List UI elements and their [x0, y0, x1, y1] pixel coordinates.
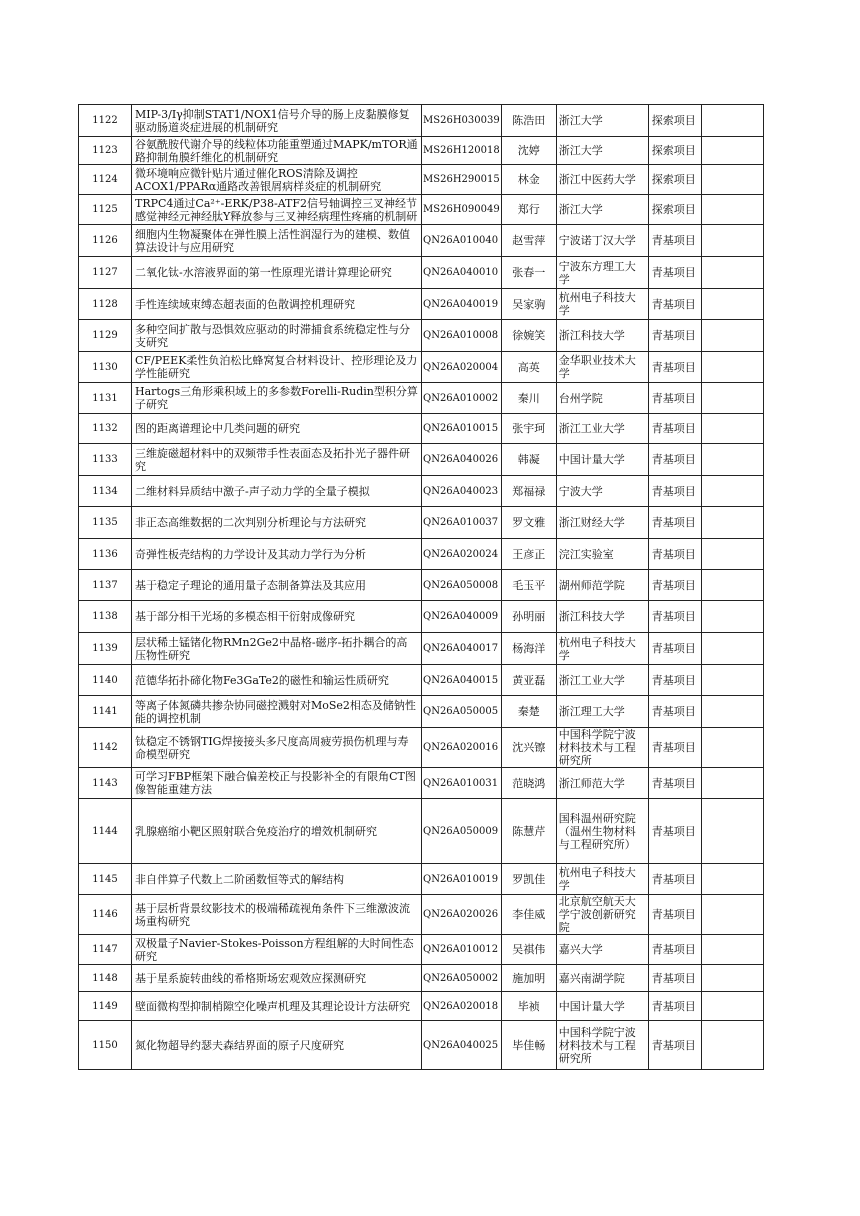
- table-row: [79, 965, 764, 992]
- institution-cell: 浙江科技大学: [556, 320, 648, 352]
- row-number-cell: 1143: [79, 768, 132, 799]
- project-code-cell: MS26H090049: [422, 195, 502, 225]
- project-type-cell: 青基项目: [648, 320, 701, 352]
- project-type-cell: 青基项目: [648, 601, 701, 633]
- institution-cell: 宁波东方理工大学: [556, 257, 648, 289]
- row-number-cell: 1147: [79, 935, 132, 965]
- project-type-cell: 青基项目: [648, 383, 701, 414]
- table-row: [79, 444, 764, 476]
- project-code-cell: QN26A050009: [422, 799, 502, 864]
- project-type-cell: 青基项目: [648, 665, 701, 696]
- applicant-name-cell: 吴祺伟: [501, 935, 556, 965]
- project-title-cell: 基于层析背景纹影技术的极端稀疏视角条件下三维激波流场重构研究: [132, 895, 422, 935]
- remark-cell: [701, 539, 763, 570]
- table-row: [79, 1021, 764, 1070]
- project-code-cell: QN26A020026: [422, 895, 502, 935]
- project-title-cell: 细胞内生物凝聚体在弹性膜上活性润湿行为的建模、数值算法设计与应用研究: [132, 225, 422, 257]
- institution-cell: 杭州电子科技大学: [556, 864, 648, 895]
- project-title-cell: 非正态高维数据的二次判别分析理论与方法研究: [132, 507, 422, 539]
- project-code-cell: QN26A010008: [422, 320, 502, 352]
- remark-cell: [701, 352, 763, 383]
- project-type-cell: 青基项目: [648, 352, 701, 383]
- remark-cell: [701, 665, 763, 696]
- applicant-name-cell: 王彦正: [501, 539, 556, 570]
- remark-cell: [701, 383, 763, 414]
- project-type-cell: 青基项目: [648, 257, 701, 289]
- table-row: [79, 539, 764, 570]
- remark-cell: [701, 289, 763, 320]
- applicant-name-cell: 高英: [501, 352, 556, 383]
- row-number-cell: 1138: [79, 601, 132, 633]
- institution-cell: 浙江财经大学: [556, 507, 648, 539]
- row-number-cell: 1150: [79, 1021, 132, 1070]
- table-row: [79, 799, 764, 864]
- applicant-name-cell: 李佳威: [501, 895, 556, 935]
- project-title-cell: 氮化物超导约瑟夫森结界面的原子尺度研究: [132, 1021, 422, 1070]
- institution-cell: 浙江大学: [556, 195, 648, 225]
- remark-cell: [701, 225, 763, 257]
- project-type-cell: 青基项目: [648, 570, 701, 601]
- project-code-cell: QN26A040026: [422, 444, 502, 476]
- row-number-cell: 1149: [79, 992, 132, 1021]
- project-code-cell: MS26H290015: [422, 165, 502, 195]
- table-row: [79, 137, 764, 165]
- project-type-cell: 青基项目: [648, 895, 701, 935]
- institution-cell: 浙江大学: [556, 137, 648, 165]
- project-type-cell: 探索项目: [648, 195, 701, 225]
- table-row: [79, 570, 764, 601]
- table-row: [79, 352, 764, 383]
- institution-cell: 嘉兴大学: [556, 935, 648, 965]
- remark-cell: [701, 105, 763, 137]
- row-number-cell: 1141: [79, 696, 132, 728]
- remark-cell: [701, 165, 763, 195]
- row-number-cell: 1122: [79, 105, 132, 137]
- remark-cell: [701, 507, 763, 539]
- project-title-cell: 图的距离谱理论中几类问题的研究: [132, 414, 422, 444]
- table-row: [79, 383, 764, 414]
- project-code-cell: MS26H120018: [422, 137, 502, 165]
- table-row: [79, 257, 764, 289]
- remark-cell: [701, 320, 763, 352]
- project-type-cell: 青基项目: [648, 768, 701, 799]
- institution-cell: 浙江工业大学: [556, 414, 648, 444]
- project-title-cell: 基于部分相干光场的多模态相干衍射成像研究: [132, 601, 422, 633]
- project-title-cell: 壁面微构型抑制梢隙空化噪声机理及其理论设计方法研究: [132, 992, 422, 1021]
- applicant-name-cell: 陈浩田: [501, 105, 556, 137]
- project-code-cell: QN26A010012: [422, 935, 502, 965]
- applicant-name-cell: 郑行: [501, 195, 556, 225]
- project-code-cell: QN26A040017: [422, 633, 502, 665]
- remark-cell: [701, 728, 763, 768]
- project-code-cell: QN26A050008: [422, 570, 502, 601]
- applicant-name-cell: 张宇珂: [501, 414, 556, 444]
- table-row: [79, 320, 764, 352]
- table-row: [79, 864, 764, 895]
- table-row: [79, 696, 764, 728]
- project-type-cell: 青基项目: [648, 444, 701, 476]
- applicant-name-cell: 毛玉平: [501, 570, 556, 601]
- project-title-cell: 可学习FBP框架下融合偏差校正与投影补全的有限角CT图像智能重建方法: [132, 768, 422, 799]
- remark-cell: [701, 633, 763, 665]
- project-type-cell: 青基项目: [648, 289, 701, 320]
- project-type-cell: 青基项目: [648, 728, 701, 768]
- remark-cell: [701, 137, 763, 165]
- remark-cell: [701, 864, 763, 895]
- project-type-cell: 青基项目: [648, 965, 701, 992]
- institution-cell: 中国计量大学: [556, 444, 648, 476]
- table-row: [79, 601, 764, 633]
- row-number-cell: 1137: [79, 570, 132, 601]
- remark-cell: [701, 414, 763, 444]
- table-row: [79, 768, 764, 799]
- remark-cell: [701, 257, 763, 289]
- project-title-cell: 基于稳定子理论的通用量子态制备算法及其应用: [132, 570, 422, 601]
- project-type-cell: 青基项目: [648, 1021, 701, 1070]
- applicant-name-cell: 陈慧芹: [501, 799, 556, 864]
- project-code-cell: QN26A020004: [422, 352, 502, 383]
- table-row: [79, 476, 764, 507]
- remark-cell: [701, 195, 763, 225]
- project-type-cell: 探索项目: [648, 137, 701, 165]
- project-code-cell: QN26A010019: [422, 864, 502, 895]
- applicant-name-cell: 黄亚磊: [501, 665, 556, 696]
- project-title-cell: 基于星系旋转曲线的希格斯场宏观效应探测研究: [132, 965, 422, 992]
- institution-cell: 杭州电子科技大学: [556, 633, 648, 665]
- institution-cell: 金华职业技术大学: [556, 352, 648, 383]
- table-row: [79, 665, 764, 696]
- project-title-cell: 谷氨酰胺代谢介导的线粒体功能重塑通过MAPK/mTOR通路抑制角膜纤维化的机制研究: [132, 137, 422, 165]
- applicant-name-cell: 沈婷: [501, 137, 556, 165]
- applicant-name-cell: 沈兴镲: [501, 728, 556, 768]
- project-code-cell: QN26A050005: [422, 696, 502, 728]
- applicant-name-cell: 赵雪萍: [501, 225, 556, 257]
- project-list-table: [78, 104, 764, 1070]
- project-type-cell: 青基项目: [648, 507, 701, 539]
- remark-cell: [701, 799, 763, 864]
- project-code-cell: MS26H030039: [422, 105, 502, 137]
- table-row: [79, 992, 764, 1021]
- institution-cell: 中国科学院宁波材料技术与工程研究所: [556, 728, 648, 768]
- row-number-cell: 1133: [79, 444, 132, 476]
- remark-cell: [701, 992, 763, 1021]
- table-row: [79, 195, 764, 225]
- applicant-name-cell: 张春一: [501, 257, 556, 289]
- project-type-cell: 青基项目: [648, 476, 701, 507]
- institution-cell: 宁波诺丁汉大学: [556, 225, 648, 257]
- project-title-cell: 二维材料异质结中激子-声子动力学的全量子模拟: [132, 476, 422, 507]
- project-title-cell: CF/PEEK柔性负泊松比蜂窝复合材料设计、控形理论及力学性能研究: [132, 352, 422, 383]
- applicant-name-cell: 郑福禄: [501, 476, 556, 507]
- remark-cell: [701, 895, 763, 935]
- project-title-cell: 手性连续域束缚态超表面的色散调控机理研究: [132, 289, 422, 320]
- institution-cell: 嘉兴南湖学院: [556, 965, 648, 992]
- institution-cell: 杭州电子科技大学: [556, 289, 648, 320]
- applicant-name-cell: 范晓鸿: [501, 768, 556, 799]
- table-row: [79, 633, 764, 665]
- project-type-cell: 青基项目: [648, 633, 701, 665]
- row-number-cell: 1135: [79, 507, 132, 539]
- project-code-cell: QN26A050002: [422, 965, 502, 992]
- project-code-cell: QN26A010015: [422, 414, 502, 444]
- row-number-cell: 1125: [79, 195, 132, 225]
- project-type-cell: 探索项目: [648, 105, 701, 137]
- project-title-cell: TRPC4通过Ca²⁺-ERK/P38-ATF2信号轴调控三叉神经节感觉神经元神经肽Y释放参与三叉神经病理性疼痛的机制研: [132, 195, 422, 225]
- project-type-cell: 青基项目: [648, 935, 701, 965]
- remark-cell: [701, 1021, 763, 1070]
- project-code-cell: QN26A040009: [422, 601, 502, 633]
- row-number-cell: 1148: [79, 965, 132, 992]
- project-code-cell: QN26A040015: [422, 665, 502, 696]
- institution-cell: 中国计量大学: [556, 992, 648, 1021]
- project-title-cell: 范德华拓扑碲化物Fe3GaTe2的磁性和输运性质研究: [132, 665, 422, 696]
- institution-cell: 浙江工业大学: [556, 665, 648, 696]
- project-title-cell: 乳腺癌缩小靶区照射联合免疫治疗的增效机制研究: [132, 799, 422, 864]
- remark-cell: [701, 935, 763, 965]
- project-title-cell: 等离子体氮磷共掺杂协同磁控溅射对MoSe2相态及储钠性能的调控机制: [132, 696, 422, 728]
- project-code-cell: QN26A010002: [422, 383, 502, 414]
- applicant-name-cell: 施加明: [501, 965, 556, 992]
- row-number-cell: 1140: [79, 665, 132, 696]
- row-number-cell: 1127: [79, 257, 132, 289]
- applicant-name-cell: 韩凝: [501, 444, 556, 476]
- remark-cell: [701, 601, 763, 633]
- project-title-cell: 二氧化钛-水溶液界面的第一性原理光谱计算理论研究: [132, 257, 422, 289]
- project-title-cell: 非自伴算子代数上二阶函数恒等式的解结构: [132, 864, 422, 895]
- project-code-cell: QN26A040019: [422, 289, 502, 320]
- applicant-name-cell: 毕佳畅: [501, 1021, 556, 1070]
- row-number-cell: 1146: [79, 895, 132, 935]
- project-type-cell: 青基项目: [648, 539, 701, 570]
- project-type-cell: 青基项目: [648, 414, 701, 444]
- project-code-cell: QN26A040010: [422, 257, 502, 289]
- row-number-cell: 1134: [79, 476, 132, 507]
- applicant-name-cell: 孙明丽: [501, 601, 556, 633]
- institution-cell: 浣江实验室: [556, 539, 648, 570]
- row-number-cell: 1144: [79, 799, 132, 864]
- row-number-cell: 1145: [79, 864, 132, 895]
- table-row: [79, 414, 764, 444]
- table-row: [79, 165, 764, 195]
- row-number-cell: 1131: [79, 383, 132, 414]
- applicant-name-cell: 徐婉笑: [501, 320, 556, 352]
- applicant-name-cell: 杨海洋: [501, 633, 556, 665]
- row-number-cell: 1129: [79, 320, 132, 352]
- row-number-cell: 1130: [79, 352, 132, 383]
- remark-cell: [701, 696, 763, 728]
- project-code-cell: QN26A040025: [422, 1021, 502, 1070]
- project-title-cell: 层状稀土锰锗化物RMn2Ge2中晶格-磁序-拓扑耦合的高压物性研究: [132, 633, 422, 665]
- project-code-cell: QN26A010040: [422, 225, 502, 257]
- row-number-cell: 1139: [79, 633, 132, 665]
- table-row: [79, 289, 764, 320]
- table-body: [79, 105, 764, 1070]
- table-row: [79, 225, 764, 257]
- table-row: [79, 507, 764, 539]
- row-number-cell: 1128: [79, 289, 132, 320]
- institution-cell: 浙江师范大学: [556, 768, 648, 799]
- applicant-name-cell: 吴家驹: [501, 289, 556, 320]
- row-number-cell: 1124: [79, 165, 132, 195]
- row-number-cell: 1136: [79, 539, 132, 570]
- institution-cell: 台州学院: [556, 383, 648, 414]
- institution-cell: 北京航空航天大学宁波创新研究院: [556, 895, 648, 935]
- row-number-cell: 1123: [79, 137, 132, 165]
- project-title-cell: 多种空间扩散与恐惧效应驱动的时滞捕食系统稳定性与分支研究: [132, 320, 422, 352]
- remark-cell: [701, 444, 763, 476]
- institution-cell: 浙江科技大学: [556, 601, 648, 633]
- institution-cell: 湖州师范学院: [556, 570, 648, 601]
- project-title-cell: 三维旋磁超材料中的双频带手性表面态及拓扑光子器件研究: [132, 444, 422, 476]
- project-code-cell: QN26A010037: [422, 507, 502, 539]
- project-title-cell: 钛稳定不锈钢TIG焊接接头多尺度高周疲劳损伤机理与寿命模型研究: [132, 728, 422, 768]
- applicant-name-cell: 毕祯: [501, 992, 556, 1021]
- project-title-cell: 微环境响应微针贴片通过催化ROS清除及调控ACOX1/PPARα通路改善银屑病样炎症的机制研究: [132, 165, 422, 195]
- institution-cell: 国科温州研究院（温州生物材料与工程研究所）: [556, 799, 648, 864]
- project-title-cell: 双极量子Navier-Stokes-Poisson方程组解的大时间性态研究: [132, 935, 422, 965]
- applicant-name-cell: 罗凯佳: [501, 864, 556, 895]
- project-type-cell: 青基项目: [648, 992, 701, 1021]
- project-title-cell: MIP-3/Iγ抑制STAT1/NOX1信号介导的肠上皮黏膜修复驱动肠道炎症进展的机制研究: [132, 105, 422, 137]
- institution-cell: 浙江理工大学: [556, 696, 648, 728]
- project-type-cell: 青基项目: [648, 864, 701, 895]
- remark-cell: [701, 965, 763, 992]
- table-row: [79, 895, 764, 935]
- project-type-cell: 青基项目: [648, 799, 701, 864]
- project-code-cell: QN26A020024: [422, 539, 502, 570]
- remark-cell: [701, 768, 763, 799]
- institution-cell: 浙江中医药大学: [556, 165, 648, 195]
- remark-cell: [701, 476, 763, 507]
- row-number-cell: 1142: [79, 728, 132, 768]
- table-row: [79, 935, 764, 965]
- table-row: [79, 105, 764, 137]
- project-code-cell: QN26A020018: [422, 992, 502, 1021]
- remark-cell: [701, 570, 763, 601]
- institution-cell: 中国科学院宁波材料技术与工程研究所: [556, 1021, 648, 1070]
- row-number-cell: 1126: [79, 225, 132, 257]
- applicant-name-cell: 林金: [501, 165, 556, 195]
- table-row: [79, 728, 764, 768]
- project-title-cell: Hartogs三角形乘积域上的多参数Forelli-Rudin型积分算子研究: [132, 383, 422, 414]
- applicant-name-cell: 秦川: [501, 383, 556, 414]
- project-code-cell: QN26A010031: [422, 768, 502, 799]
- project-type-cell: 青基项目: [648, 696, 701, 728]
- institution-cell: 浙江大学: [556, 105, 648, 137]
- project-code-cell: QN26A040023: [422, 476, 502, 507]
- row-number-cell: 1132: [79, 414, 132, 444]
- project-type-cell: 探索项目: [648, 165, 701, 195]
- institution-cell: 宁波大学: [556, 476, 648, 507]
- applicant-name-cell: 秦楚: [501, 696, 556, 728]
- applicant-name-cell: 罗文雅: [501, 507, 556, 539]
- project-code-cell: QN26A020016: [422, 728, 502, 768]
- project-title-cell: 奇弹性板壳结构的力学设计及其动力学行为分析: [132, 539, 422, 570]
- project-type-cell: 青基项目: [648, 225, 701, 257]
